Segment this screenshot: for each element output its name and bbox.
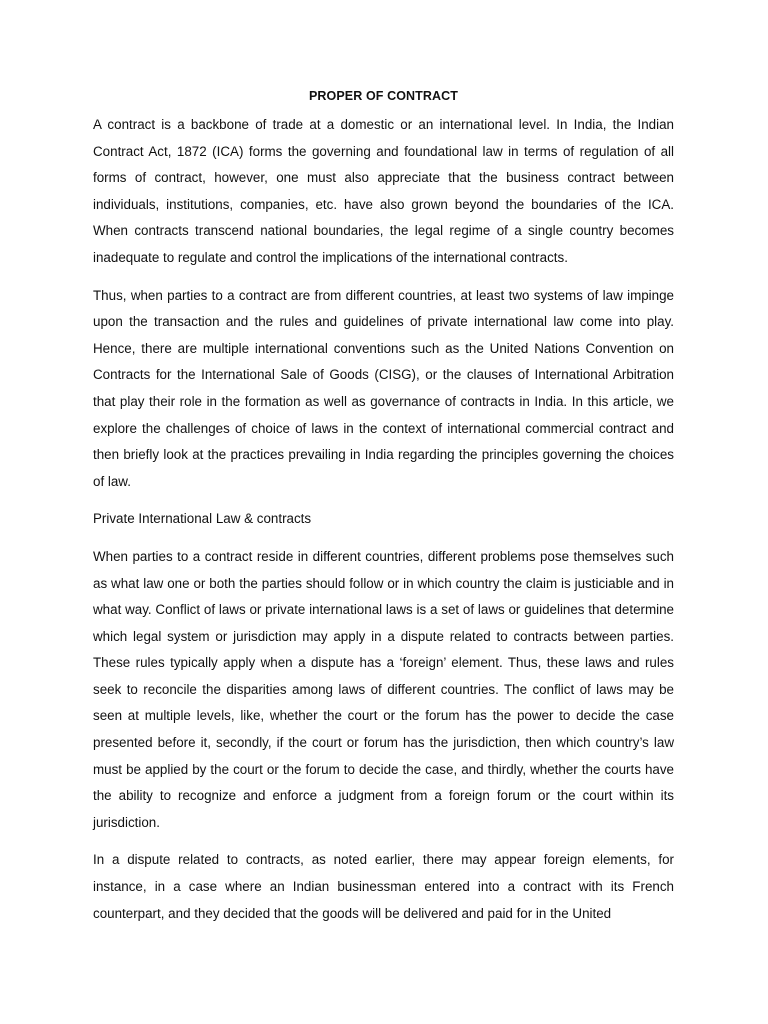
paragraph-foreign-elements: In a dispute related to contracts, as noted earlier, there may appear foreign elements, for instance, in a case where an Indian businessman entered into a contract with its French counterpart, and they decided that the goods will be delivered and paid for in the United [93, 852, 674, 921]
paragraph-conflict-of-laws: When parties to a contract reside in different countries, different problems pose themselves such as what law one or both the parties should follow or in which country the claim is justiciable and in what way. Conflict of laws or private international laws is a set of laws or guidelines that determine which legal system or jurisdiction may apply in a dispute related to contracts between parties. These rules typically apply when a dispute has a ‘foreign’ element. Thus, these laws and rules seek to reconcile the disparities among laws of different countries. The conflict of laws may be seen at multiple levels, like, whether the court or the forum has the power to decide the case presented before it, secondly, if the court or forum has the jurisdiction, then which country’s law must be applied by the court or the forum to decide the case, and thirdly, whether the courts have the ability to recognize and enforce a judgment from a foreign forum or the court within its jurisdiction. [93, 548, 674, 830]
paragraph-intro: A contract is a backbone of trade at a domestic or an international level. In India, the Indian Contract Act, 1872 (ICA) forms the governing and foundational law in terms of regulation of all forms of contract, however, one must also appreciate that the business contract between individuals, institutions, companies, etc. have also grown beyond the boundaries of the ICA. When contracts transcend national boundaries, the legal regime of a single country becomes inadequate to regulate and control the implications of the international contracts. [93, 117, 674, 265]
document-page [93, 86, 674, 938]
section-heading: Private International Law & contracts [93, 511, 312, 527]
paragraph-choice-of-law: Thus, when parties to a contract are from different countries, at least two systems of law impinge upon the transaction and the rules and guidelines of private international law come into play. Hence, there are multiple international conventions such as the United Nations Convention on Contracts for the International Sale of Goods (CISG), or the clauses of International Arbitration that play their role in the formation as well as governance of contracts in India. In this article, we explore the challenges of choice of laws in the context of international commercial contract and then briefly look at the practices prevailing in India regarding the principles governing the choices of law. [93, 287, 674, 489]
document-title: PROPER OF CONTRACT [308, 89, 459, 103]
